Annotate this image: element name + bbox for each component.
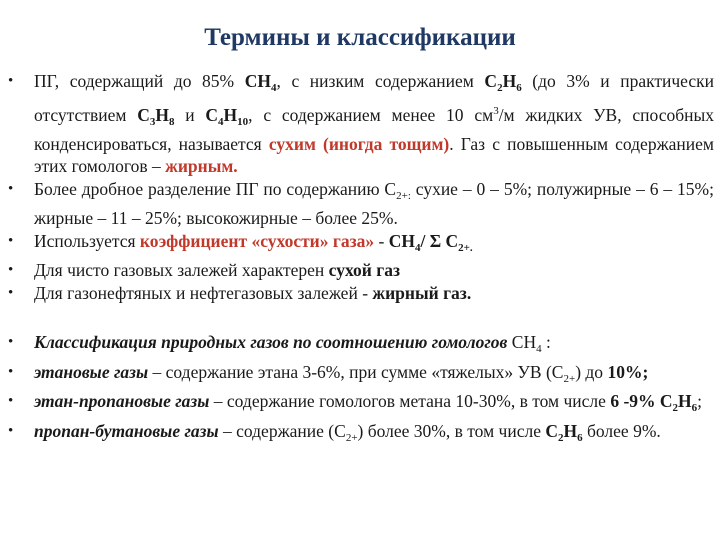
dry-gas-term: сухим (иногда тощим) [268, 133, 450, 154]
bullet-item: • ПГ, содержащий до 85% $CH_4$, с низким содержанием $C_2H_6$ (до 3% и практически отсутствием $C_3H_8$ и $C_4H_{10}$, с содержанием менее 10 $см^3/м$ жидких УВ, способных конденсироваться, называется сухим (иногда тощим). Газ с повышенным содержанием этих гомологов – жирным. [8, 71, 715, 177]
slide-title: Термины и классификации [204, 24, 516, 51]
bullet-item: • пропан-бутановые газы – содержание $(С_{2+})$ более 30%, в том числе $C_2H_6$ более 9%. [8, 420, 661, 444]
bullet-item: • этан-пропановые газы – содержание гомологов метана 10-30%, в том числе 6 -9% $C_2H_6$; [8, 391, 703, 415]
bullet-item: • Для газонефтяных и нефтегазовых залежей - жирный газ. [8, 282, 472, 303]
bullet-icon: • [8, 422, 14, 439]
bullet-icon: • [8, 284, 14, 301]
bullet-item: • этановые газы – содержание этана 3-6%, при сумме «тяжелых» УВ $(С_{2+})$ до 10%; [8, 361, 649, 385]
bullet-item: • Более дробное разделение ПГ по содержанию $С_{2+:}$ сухие – 0 – 5%; полужирные – 6 – 15%; жирные – 11 – 25%; высокожирные – более 25%. [8, 178, 714, 229]
bullet-icon: • [8, 363, 14, 380]
bullet-icon: • [8, 180, 14, 197]
bullet-item: • Для чисто газовых залежей характерен сухой газ [8, 260, 400, 281]
bullet-item: • Классификация природных газов по соотношению гомологов $CH_4$ : [8, 332, 551, 356]
bullet-icon: • [8, 334, 14, 351]
dryness-coefficient-term: коэффициент «сухости» газа» [139, 230, 375, 251]
fat-gas-term: жирным. [165, 156, 238, 177]
bullet-icon: • [8, 232, 14, 249]
bullet-icon: • [8, 393, 14, 410]
bullet-list [8, 70, 714, 449]
bullet-icon: • [8, 262, 14, 279]
bullet-icon: • [8, 73, 14, 89]
bullet-item: • Используется коэффициент «сухости» газа» - $CH_4/$ Σ $C_{2+.}$ [8, 230, 473, 254]
